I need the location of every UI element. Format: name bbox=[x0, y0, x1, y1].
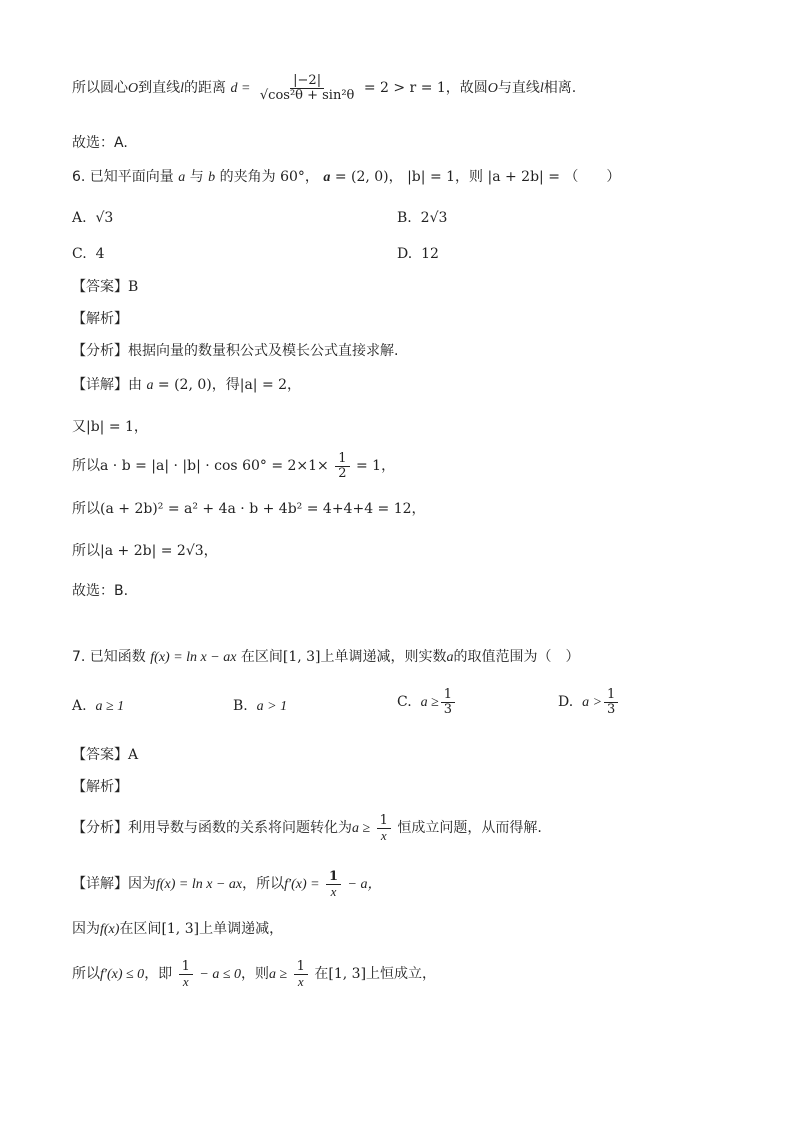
q7-detail-1: 【详解】因为f(x) = ln x − ax，所以f′(x) = $\frac{1}{x}$ − a， bbox=[72, 869, 382, 899]
q6-choice: 故选：B. bbox=[72, 583, 129, 599]
q6-analysis: 【分析】根据向量的数量积公式及模长公式直接求解. bbox=[72, 343, 399, 359]
q6-detail-3: 所以a · b = |a| · |b| · cos 60° = 2×1× $\frac{1}{2}$ = 1， bbox=[72, 451, 396, 481]
p5-choice: 故选：A. bbox=[72, 135, 128, 151]
q6-option-a[interactable]: A. √3 bbox=[72, 210, 114, 226]
q6-detail-1: 【详解】由 a = (2, 0)，得|a| = 2， bbox=[72, 377, 302, 393]
q6-detail-5: 所以|a + 2b| = 2√3， bbox=[72, 543, 218, 559]
q7-detail-3: 所以f′(x) ≤ 0，即 $\frac{1}{x}$ − a ≤ 0，则a ≥ $\frac{1}{x}$ 在[1, 3]上恒成立， bbox=[72, 959, 437, 989]
q6-jiexi-tag: 【解析】 bbox=[72, 311, 128, 327]
q6-option-c[interactable]: C. 4 bbox=[72, 246, 105, 262]
distance-formula: d = bbox=[230, 81, 251, 97]
q7-analysis: 【分析】利用导数与函数的关系将问题转化为a ≥ $\frac{1}{x}$ 恒成立问题，从而得解. bbox=[72, 813, 542, 843]
q7-option-c[interactable]: C. a ≥ $\frac{1}{3}$ bbox=[397, 688, 457, 716]
q6-stem: 6. 已知平面向量 a 与 b 的夹角为 60°， a = (2, 0)， |b| = 1，则 |a + 2b| = （ ） bbox=[72, 169, 621, 185]
q7-detail-2: 因为f(x)在区间[1, 3]上单调递减， bbox=[72, 921, 284, 937]
vector-b: b bbox=[208, 170, 216, 185]
q7-answer: 【答案】A bbox=[72, 747, 139, 763]
q6-detail-4: 所以(a + 2b)² = a² + 4a · b + 4b² = 4+4+4 = 12， bbox=[72, 501, 426, 517]
distance-fraction: $\frac{|-2|}{\text{√cos²θ + sin²θ}}$ bbox=[259, 73, 355, 103]
q7-stem: 7. 已知函数 f(x) = ln x − ax 在区间[1, 3]上单调递减，则实数a的取值范围为（ ） bbox=[72, 649, 580, 665]
p5-distance-line: 所以圆心O到直线l的距离 d = $\frac{|-2|}{\text{√cos²θ + sin²θ}}$ = 2 > r = 1，故圆O与直线l相离. bbox=[72, 73, 577, 103]
q7-option-d[interactable]: D. a > $\frac{1}{3}$ bbox=[558, 688, 620, 716]
q7-option-b[interactable]: B. a > 1 bbox=[233, 698, 288, 714]
q6-option-b[interactable]: B. 2√3 bbox=[397, 210, 448, 226]
q7-jiexi-tag: 【解析】 bbox=[72, 779, 128, 795]
q6-answer: 【答案】B bbox=[72, 279, 139, 295]
q6-option-d[interactable]: D. 12 bbox=[397, 246, 439, 262]
q6-detail-2: 又|b| = 1， bbox=[72, 419, 148, 435]
q7-option-a[interactable]: A. a ≥ 1 bbox=[72, 698, 125, 714]
vector-a: a bbox=[178, 170, 186, 185]
